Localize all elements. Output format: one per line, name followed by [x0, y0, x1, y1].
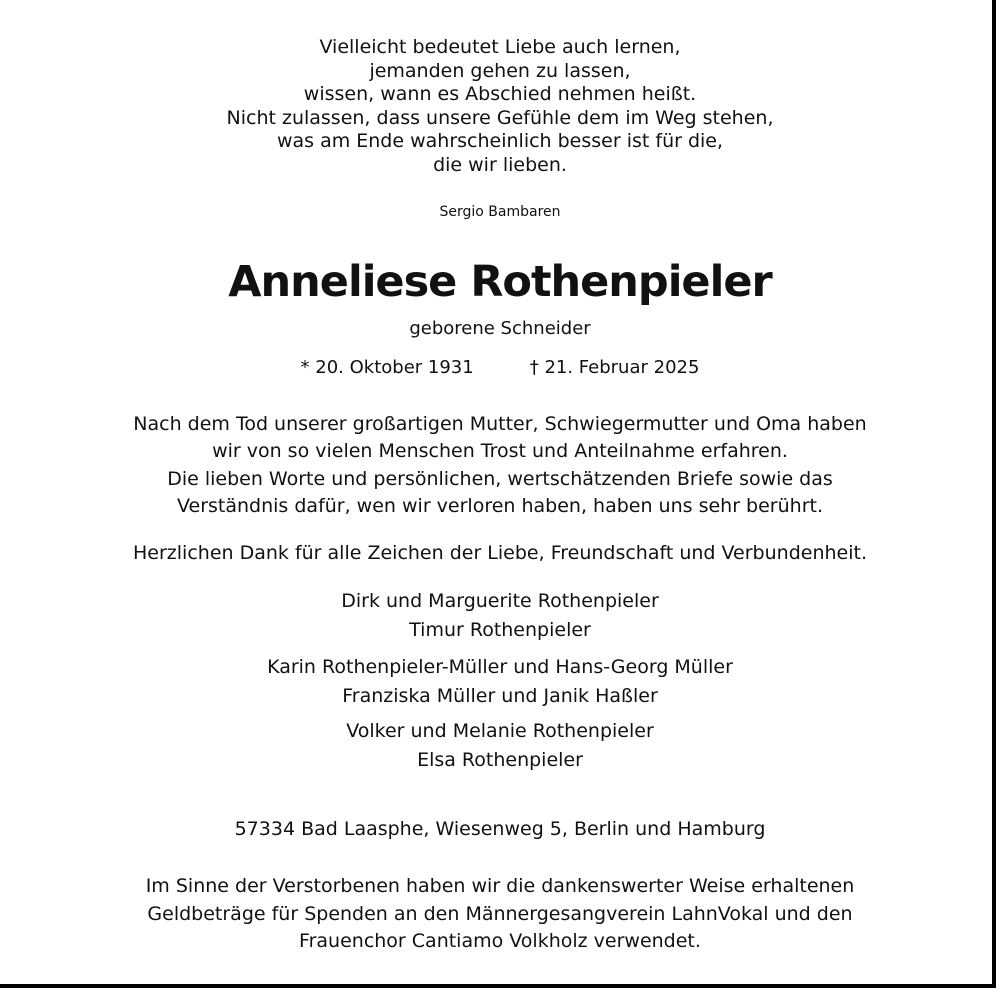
family-group	[0, 717, 1000, 774]
donation-line: Im Sinne der Verstorbenen haben wir die dankenswerter Weise erhaltenen	[145, 875, 855, 897]
poem-line: jemanden gehen zu lassen,	[369, 59, 631, 82]
poem-line: Vielleicht bedeutet Liebe auch lernen,	[319, 36, 681, 58]
donation-line: Geldbeträge für Spenden an den Männergesangverein LahnVokal und den	[147, 902, 853, 925]
birth-date: * 20. Oktober 1931	[300, 357, 474, 378]
donation-note	[0, 873, 1000, 956]
family-member-line: Dirk und Marguerite Rothenpieler	[341, 590, 659, 612]
poem-author: Sergio Bambaren	[439, 204, 561, 220]
death-date: † 21. Februar 2025	[529, 357, 700, 378]
family-group	[0, 587, 1000, 644]
family-member-line: Franziska Müller und Janik Haßler	[342, 684, 658, 707]
poem-line: was am Ende wahrscheinlich besser ist für die,	[276, 130, 724, 153]
poem	[0, 36, 1000, 178]
thanks-line: wir von so vielen Menschen Trost und Anteilnahme erfahren.	[212, 440, 788, 463]
gratitude-line: Herzlichen Dank für alle Zeichen der Liebe, Freundschaft und Verbundenheit.	[133, 542, 867, 564]
family-address: 57334 Bad Laasphe, Wiesenweg 5, Berlin und Hamburg	[234, 818, 766, 840]
thanks-line: Nach dem Tod unserer großartigen Mutter, Schwiegermutter und Oma haben	[133, 413, 867, 435]
family-group	[0, 653, 1000, 710]
thanks-line: Die lieben Worte und persönlichen, wertschätzenden Briefe sowie das	[167, 467, 833, 490]
family-member-line: Elsa Rothenpieler	[417, 748, 583, 771]
donation-line: Frauenchor Cantiamo Volkholz verwendet.	[299, 930, 701, 953]
family-member-line: Timur Rothenpieler	[409, 618, 591, 641]
deceased-name: Anneliese Rothenpieler	[228, 257, 772, 307]
family-member-line: Volker und Melanie Rothenpieler	[346, 720, 654, 742]
thanks-line: Verständnis dafür, wen wir verloren haben, haben uns sehr berührt.	[176, 495, 824, 518]
poem-line: Nicht zulassen, dass unsere Gefühle dem im Weg stehen,	[226, 106, 774, 129]
poem-line: die wir lieben.	[433, 153, 567, 176]
life-dates	[0, 356, 1000, 380]
family-member-line: Karin Rothenpieler-Müller und Hans-Georg Müller	[267, 656, 733, 678]
maiden-name: geborene Schneider	[409, 318, 591, 339]
poem-line: wissen, wann es Abschied nehmen heißt.	[303, 83, 697, 106]
thanks-paragraph	[0, 411, 1000, 521]
